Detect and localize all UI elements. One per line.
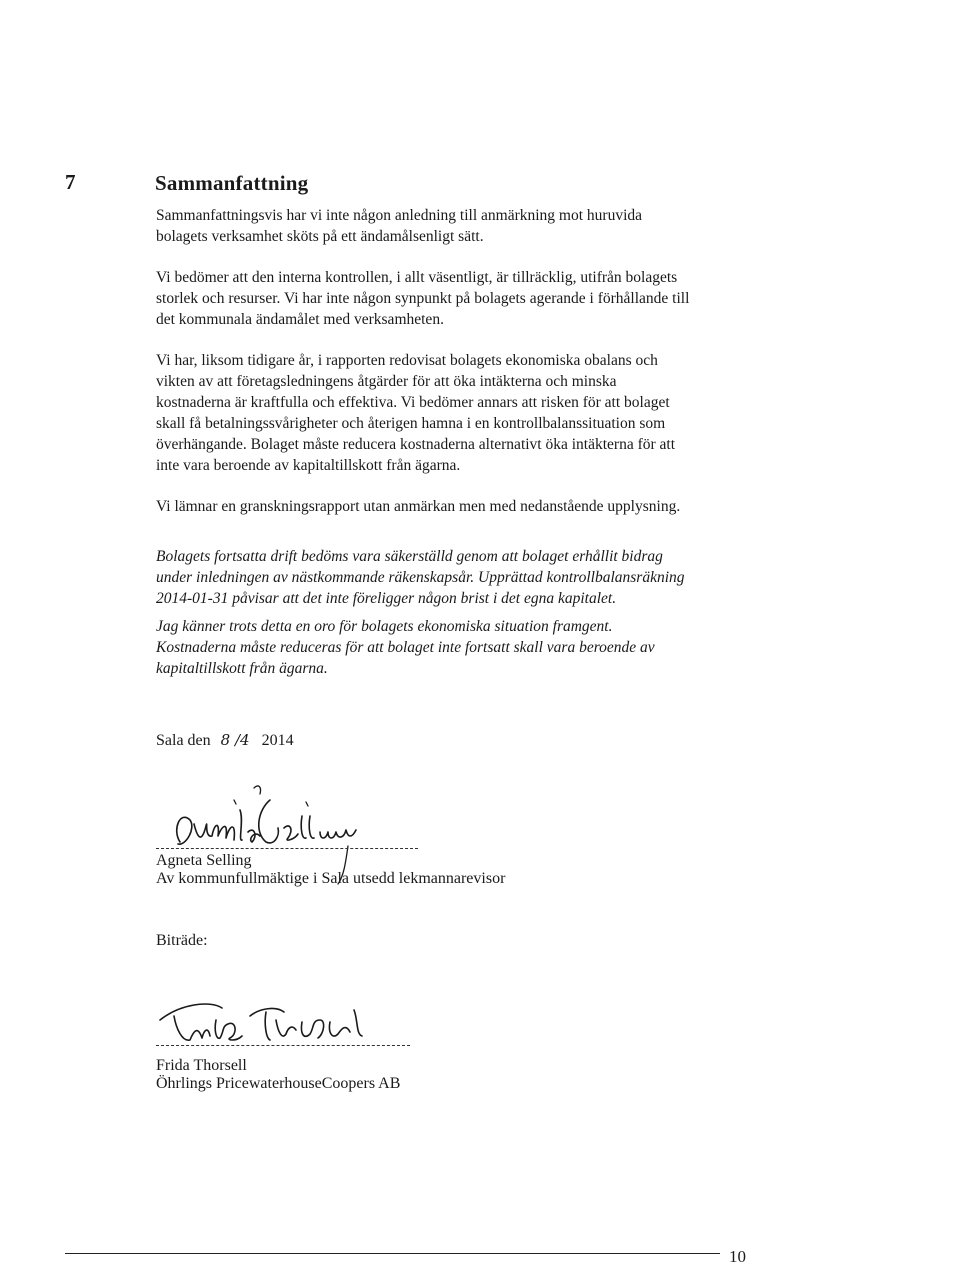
- text-line: bolagets verksamhet sköts på ett ändamålsenligt sätt.: [156, 228, 484, 245]
- paragraph-summary: [156, 205, 776, 247]
- text-line: Vi har, liksom tidigare år, i rapporten redovisat bolagets ekonomiska obalans och: [156, 352, 658, 369]
- place-date: [156, 731, 294, 750]
- page-number: 10: [729, 1247, 746, 1266]
- text-line: kostnaderna är kraftfulla och effektiva. Vi bedömer annars att risken för att bolaget: [156, 394, 670, 411]
- text-line: kapitaltillskott från ägarna.: [156, 660, 328, 677]
- place-date-label: Sala den: [156, 732, 211, 749]
- text-line: vikten av att företagsledningens åtgärder för att öka intäkterna och minska: [156, 373, 617, 390]
- handwritten-date: 8 /4: [220, 731, 250, 749]
- signature-line-2: [156, 1045, 410, 1046]
- text-line: Kostnaderna måste reduceras för att bolaget inte fortsatt skall vara beroende av: [156, 639, 655, 656]
- text-line: Vi lämnar en granskningsrapport utan anmärkan men med nedanstående upplysning.: [156, 498, 681, 515]
- text-line: Jag känner trots detta en oro för bolagets ekonomiska situation framgent.: [156, 618, 613, 635]
- text-line: överhängande. Bolaget måste reducera kostnaderna alternativt öka intäkterna för att: [156, 436, 676, 453]
- footer-rule: [65, 1253, 720, 1254]
- signature-frida-thorsell: [150, 990, 430, 1060]
- text-line: Vi bedömer att den interna kontrollen, i allt väsentligt, är tillräcklig, utifrån bolagets: [156, 269, 678, 286]
- signatory-1-role: Av kommunfullmäktige i Sala utsedd lekmannarevisor: [156, 870, 506, 887]
- text-line: inte vara beroende av kapitaltillskott från ägarna.: [156, 457, 461, 474]
- text-line: skall få betalningssvårigheter och återigen hamna i en kontrollbalanssituation som: [156, 415, 666, 432]
- paragraph-concern: [156, 616, 776, 679]
- assistant-name: Frida Thorsell: [156, 1057, 247, 1074]
- signature-line-1: [156, 848, 418, 849]
- signatory-1-name: Agneta Selling: [156, 852, 252, 869]
- section-title: Sammanfattning: [155, 171, 309, 195]
- paragraph-internal-control: [156, 267, 776, 330]
- text-line: 2014-01-31 påvisar att det inte föreligger någon brist i det egna kapitalet.: [156, 590, 617, 607]
- paragraph-report-statement: [156, 496, 776, 517]
- text-line: det kommunala ändamålet med verksamheten.: [156, 311, 444, 328]
- paragraph-continued-operation: [156, 546, 776, 609]
- assistant-company: Öhrlings PricewaterhouseCoopers AB: [156, 1075, 401, 1092]
- text-line: under inledningen av nästkommande räkenskapsår. Upprättad kontrollbalansräkning: [156, 569, 685, 586]
- year: 2014: [261, 732, 294, 749]
- assistant-label: Biträde:: [156, 932, 208, 949]
- text-line: Sammanfattningsvis har vi inte någon anledning till anmärkning mot huruvida: [156, 207, 643, 224]
- section-number: 7: [65, 170, 76, 194]
- text-line: storlek och resurser. Vi har inte någon synpunkt på bolagets agerande i förhållande till: [156, 290, 690, 307]
- text-line: Bolagets fortsatta drift bedöms vara säkerställd genom att bolaget erhållit bidrag: [156, 548, 663, 565]
- paragraph-economic-imbalance: [156, 350, 776, 476]
